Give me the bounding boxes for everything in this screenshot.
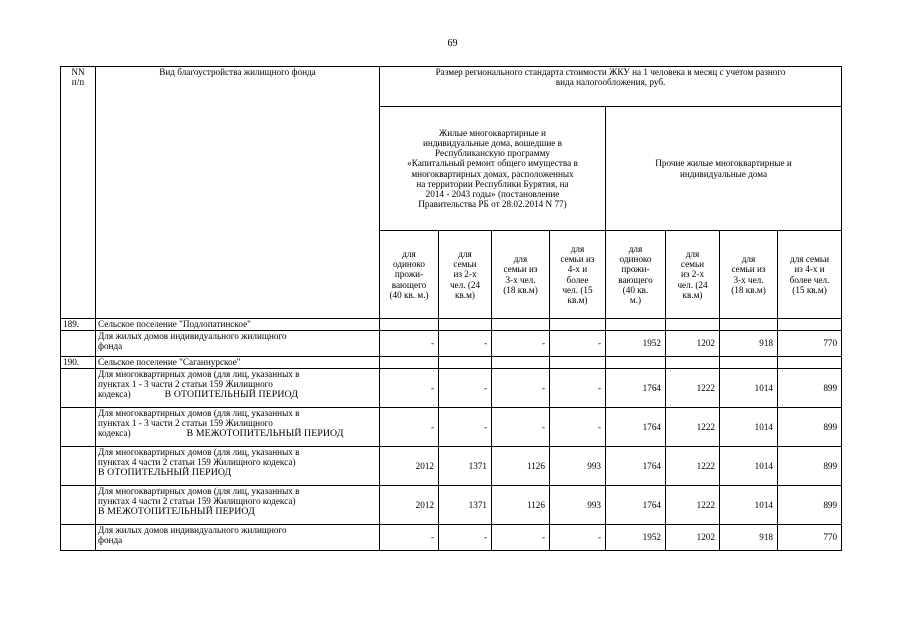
row-label-line: Для жилых домов индивидуального жилищного — [98, 525, 287, 535]
group-a-line: индивидуальные дома, вошедшие в — [422, 137, 563, 148]
group-a-line: Жилые многоквартирные и — [439, 127, 546, 138]
subheader-line: для — [685, 248, 700, 259]
subheader-cell — [778, 231, 842, 319]
value-cell — [380, 319, 439, 331]
value-cell — [666, 319, 720, 331]
value-cell: 1952 — [606, 331, 666, 357]
subheader-line: прожи- — [394, 269, 424, 280]
subheader-line: кв.м) — [567, 294, 588, 305]
value-cell: - — [439, 331, 492, 357]
value-cell: 1202 — [666, 331, 720, 357]
table-row — [61, 486, 842, 525]
row-label — [96, 357, 380, 369]
subheader-line: семьи — [453, 259, 477, 270]
group-b-header — [606, 107, 842, 231]
value-cell — [550, 357, 606, 369]
subheader-line: чел. (24 — [677, 279, 708, 290]
value-cell: - — [380, 331, 439, 357]
subheader-line: для семьи — [790, 254, 830, 265]
group-a-line: Республиканскую программу — [435, 148, 550, 159]
subheader-line: из 2-х — [453, 269, 477, 280]
subheader-line: для — [628, 243, 643, 254]
subheader-line: из 2-х — [680, 269, 705, 280]
row-label — [96, 369, 380, 408]
value-cell: 1202 — [666, 525, 720, 551]
value-cell: 770 — [778, 525, 842, 551]
value-cell: 918 — [720, 331, 778, 357]
row-label-line: Для многоквартирных домов (для лиц, указанных в — [98, 408, 300, 418]
row-number — [61, 331, 96, 357]
group-a-line: на территории Республики Бурятия, на — [416, 178, 569, 189]
row-number — [61, 369, 96, 408]
row-label-line: Для многоквартирных домов (для лиц, указанных в — [98, 447, 300, 457]
subheader-line: одиноко — [619, 254, 652, 265]
subheader-line: кв.м) — [455, 289, 475, 300]
value-cell: 899 — [778, 447, 842, 486]
value-cell — [720, 319, 778, 331]
row-label — [96, 486, 380, 525]
subheader-line: для — [570, 243, 585, 254]
value-cell: 1126 — [492, 486, 550, 525]
subheader-line: семьи из — [560, 254, 595, 265]
subheader-line: для — [741, 254, 756, 265]
row-number — [61, 525, 96, 551]
subheader-line: (18 кв.м) — [503, 284, 538, 295]
group-a-header — [380, 107, 606, 231]
value-cell: - — [380, 408, 439, 447]
value-cell — [606, 319, 666, 331]
row-label — [96, 408, 380, 447]
value-cell: 1222 — [666, 369, 720, 408]
value-cell: 1952 — [606, 525, 666, 551]
subheader-line: 4-х и — [567, 264, 588, 275]
value-cell: 1126 — [492, 447, 550, 486]
row-label — [96, 525, 380, 551]
value-cell: 1764 — [606, 408, 666, 447]
table-row — [61, 369, 842, 408]
value-cell: 1371 — [439, 486, 492, 525]
value-cell — [778, 319, 842, 331]
row-label-line: Сельское поселение "Подлопатинское" — [98, 319, 251, 329]
subheader-cell — [550, 231, 606, 319]
row-label-line: Сельское поселение "Саганнурское" — [98, 357, 241, 367]
subheader-cell — [666, 231, 720, 319]
subheader-line: м.) — [629, 294, 642, 305]
value-cell: 1014 — [720, 486, 778, 525]
value-cell: 2012 — [380, 486, 439, 525]
row-label — [96, 331, 380, 357]
row-number: 189. — [61, 319, 96, 331]
table-row — [61, 357, 842, 369]
value-cell: 899 — [778, 486, 842, 525]
value-cell: 1764 — [606, 369, 666, 408]
size-header: Размер регионального стандарта стоимости ЖКУ на 1 человека в месяц с учетом разного вида налогообложения, руб. — [380, 67, 842, 107]
subheader-line: из 4-х и — [794, 264, 825, 275]
value-cell: 1014 — [720, 408, 778, 447]
subheader-line: чел. (15 — [562, 284, 593, 295]
value-cell — [439, 357, 492, 369]
subheader-line: семьи из — [503, 264, 538, 275]
value-cell — [439, 319, 492, 331]
row-number — [61, 447, 96, 486]
value-cell: - — [380, 369, 439, 408]
row-label-line: кодекса) — [98, 428, 131, 439]
value-cell — [380, 357, 439, 369]
value-cell: - — [380, 525, 439, 551]
row-label — [96, 319, 380, 331]
value-cell: 1222 — [666, 447, 720, 486]
table-row — [61, 525, 842, 551]
value-cell: 993 — [550, 447, 606, 486]
subheader-line: кв.м) — [682, 289, 703, 300]
subheader-line: вающего — [391, 279, 427, 290]
subheader-line: (40 кв. — [622, 284, 649, 295]
table-header — [61, 67, 842, 319]
group-b-line: индивидуальные дома — [679, 168, 768, 179]
subheader-line: более — [566, 274, 589, 285]
value-cell — [606, 357, 666, 369]
group-a-line: многоквартирных домах, расположенных — [411, 168, 574, 179]
row-label-line: Для многоквартирных домов (для лиц, указанных в — [98, 369, 300, 379]
value-cell: - — [550, 525, 606, 551]
subheader-line: более чел. — [789, 274, 830, 285]
row-label-line: фонда — [98, 341, 123, 352]
row-label-line: Для многоквартирных домов (для лиц, указанных в — [98, 486, 300, 496]
row-label-line: кодекса) — [98, 389, 131, 400]
value-cell: - — [550, 331, 606, 357]
group-a-line: «Капитальный ремонт общего имущества в — [407, 158, 578, 169]
group-a-line: 2014 - 2043 годы» (постановление — [425, 188, 560, 199]
subheader-cell — [439, 231, 492, 319]
subheader-line: (15 кв.м) — [792, 284, 827, 295]
subheader-line: одиноко — [392, 259, 426, 270]
subheader-line: (40 кв. м.) — [389, 289, 429, 300]
value-cell — [550, 319, 606, 331]
value-cell: 899 — [778, 369, 842, 408]
value-cell: - — [492, 408, 550, 447]
subheader-cell — [492, 231, 550, 319]
value-cell: 993 — [550, 486, 606, 525]
page-number: 69 — [447, 38, 458, 49]
value-cell: - — [550, 369, 606, 408]
subheader-line: для — [513, 254, 528, 265]
row-label-line: пунктах 1 - 3 части 2 статьи 159 Жилищного — [98, 379, 273, 390]
row-label — [96, 447, 380, 486]
period-label: В ОТОПИТЕЛЬНЫЙ ПЕРИОД — [98, 467, 232, 479]
value-cell: 770 — [778, 331, 842, 357]
subheader-line: для — [402, 248, 416, 259]
value-cell: - — [492, 331, 550, 357]
value-cell: 1222 — [666, 408, 720, 447]
value-cell — [492, 357, 550, 369]
value-cell — [778, 357, 842, 369]
value-cell: 1222 — [666, 486, 720, 525]
table-row — [61, 331, 842, 357]
subheader-line: для — [458, 248, 472, 259]
subheader-line: семьи из — [731, 264, 766, 275]
value-cell: - — [550, 408, 606, 447]
group-a-line: Правительства РБ от 28.02.2014 N 77) — [418, 199, 567, 210]
row-label-line: фонда — [98, 535, 123, 546]
value-cell: - — [439, 525, 492, 551]
row-label-line: пунктах 4 части 2 статьи 159 Жилищного кодекса) — [98, 496, 296, 507]
subheader-line: прожи- — [621, 264, 650, 275]
value-cell — [666, 357, 720, 369]
table-row — [61, 319, 842, 331]
value-cell: - — [439, 408, 492, 447]
value-cell: 2012 — [380, 447, 439, 486]
subheader-line: 3-х чел. — [733, 274, 764, 285]
value-cell: 1014 — [720, 369, 778, 408]
value-cell: 1014 — [720, 447, 778, 486]
value-cell: - — [492, 369, 550, 408]
subheader-cell — [720, 231, 778, 319]
table-body — [61, 319, 842, 551]
value-cell — [720, 357, 778, 369]
table-row — [61, 408, 842, 447]
value-cell: 918 — [720, 525, 778, 551]
group-b-line: Прочие жилые многоквартирные и — [655, 158, 792, 169]
table-row — [61, 447, 842, 486]
tariff-table — [60, 66, 842, 551]
value-cell: - — [439, 369, 492, 408]
subheader-line: вающего — [618, 274, 653, 285]
type-header: Вид благоустройства жилищного фонда — [96, 67, 380, 319]
value-cell: 899 — [778, 408, 842, 447]
period-label: В МЕЖОТОПИТЕЛЬНЫЙ ПЕРИОД — [98, 506, 255, 518]
period-label: В ОТОПИТЕЛЬНЫЙ ПЕРИОД — [164, 389, 298, 401]
subheader-cell — [606, 231, 666, 319]
subheader-line: 3-х чел. — [505, 274, 536, 285]
value-cell: - — [492, 525, 550, 551]
row-label-line: Для жилых домов индивидуального жилищного — [98, 331, 287, 341]
value-cell: 1764 — [606, 486, 666, 525]
nn-header: NN п/п — [61, 67, 96, 319]
value-cell — [492, 319, 550, 331]
period-label: В МЕЖОТОПИТЕЛЬНЫЙ ПЕРИОД — [186, 428, 344, 440]
row-number — [61, 486, 96, 525]
row-label-line: пунктах 1 - 3 части 2 статьи 159 Жилищного — [98, 418, 273, 429]
subheader-line: чел. (24 — [449, 279, 481, 290]
value-cell: 1371 — [439, 447, 492, 486]
subheader-line: семьи — [680, 259, 705, 270]
subheader-line: (18 кв.м) — [731, 284, 766, 295]
row-number: 190. — [61, 357, 96, 369]
subheader-cell — [380, 231, 439, 319]
row-label-line: пунктах 4 части 2 статьи 159 Жилищного кодекса) — [98, 457, 296, 468]
value-cell: 1764 — [606, 447, 666, 486]
row-number — [61, 408, 96, 447]
